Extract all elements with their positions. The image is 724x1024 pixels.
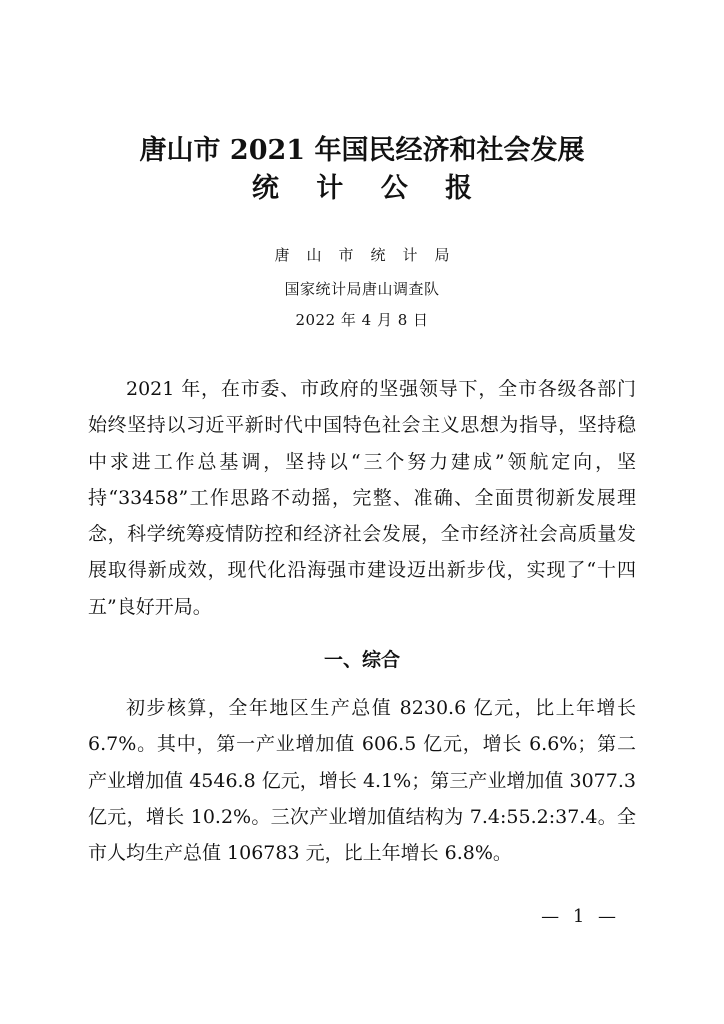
publish-date: 2022 年 4 月 8 日 [295, 311, 429, 329]
report-subtitle: 统 计 公 报 [251, 173, 487, 204]
issuer-survey-team: 国家统计局唐山调查队 [284, 280, 440, 298]
report-title: 唐山市 2021 年国民经济和社会发展 [139, 135, 585, 166]
page-number: — 1 — [541, 906, 620, 927]
issuer-bureau: 唐山市统计局 [274, 246, 467, 264]
section-heading-overview: 一、综合 [323, 649, 400, 671]
overview-paragraph: 初步核算，全年地区生产总值 8230.6 亿元，比上年增长 6.7%。其中，第一产业增加值 606.5 亿元，增长 6.6%；第二产业增加值 4546.8 亿元，增长 4.1%；第三产业增加值 3077.3 亿元，增长 10.2%。三次产业增加值结构为 7.4:55.2:37.4。全市人均生产总值 106783 元，比上年增长 6.8%。 [88, 697, 636, 865]
intro-paragraph: 2021 年，在市委、市政府的坚强领导下，全市各级各部门始终坚持以习近平新时代中国特色社会主义思想为指导，坚持稳中求进工作总基调，坚持以“三个努力建成”领航定向，坚持“33458”工作思路不动摇，完整、准确、全面贯彻新发展理念，科学统筹疫情防控和经济社会发展，全市经济社会高质量发展取得新成效，现代化沿海强市建设迈出新步伐，实现了“十四五”良好开局。 [88, 378, 636, 618]
